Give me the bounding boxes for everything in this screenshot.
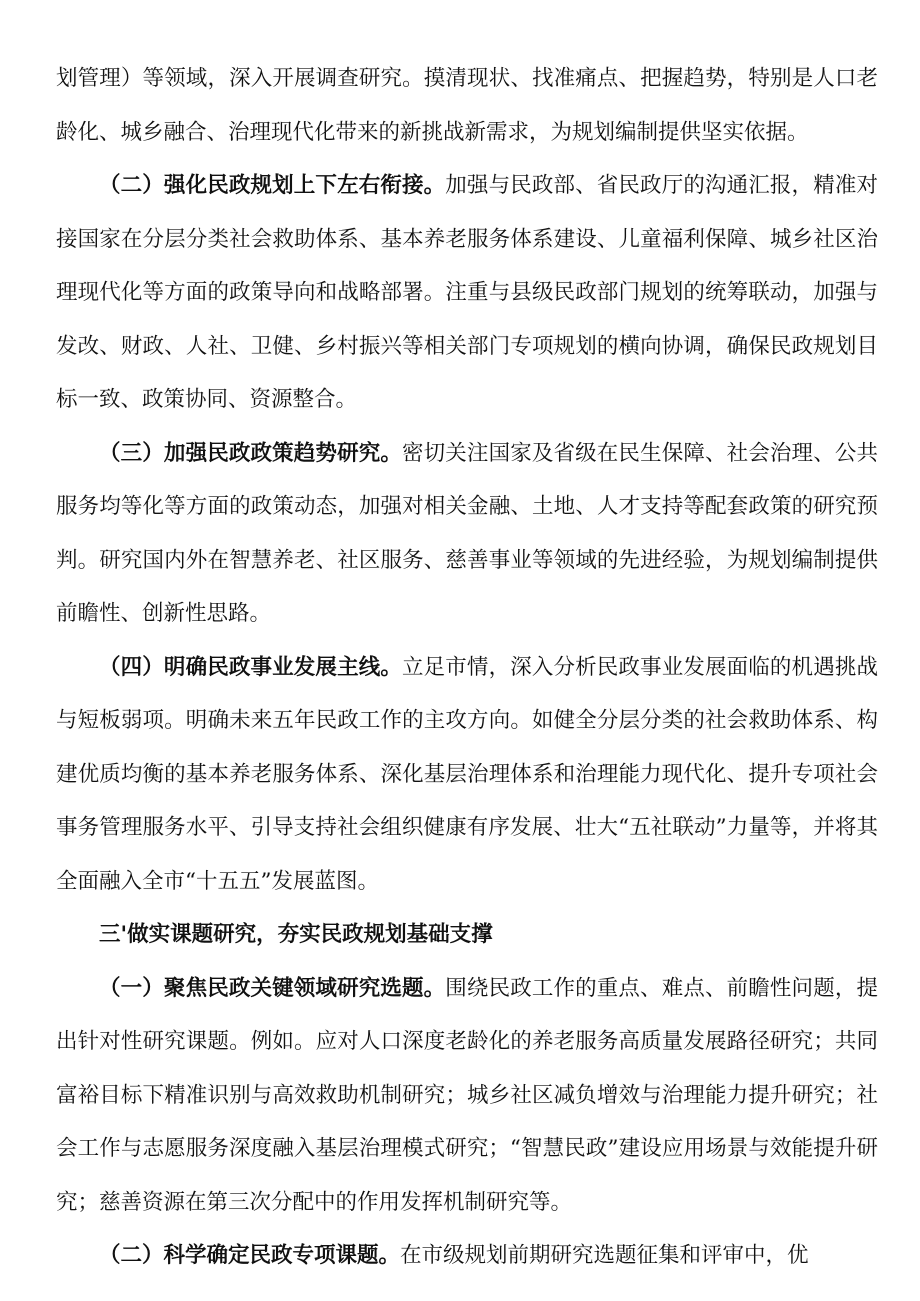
document-page <box>56 52 878 1283</box>
paragraph-section-2-3 <box>56 427 878 641</box>
paragraph-lead: （四）明确民政事业发展主线。 <box>99 654 402 680</box>
paragraph-body: 在市级规划前期研究选题征集和评审中，优 <box>400 1243 809 1268</box>
paragraph-lead: （三）加强民政政策趋势研究。 <box>99 440 402 466</box>
paragraph-section-2-2 <box>56 159 878 427</box>
paragraph-lead: （二）科学确定民政专项课题。 <box>99 1243 401 1268</box>
paragraph-body: 加强与民政部、省民政厅的沟通汇报，精准对接国家在分层分类社会救助体系、基本养老服务体系建设、儿童福利保障、城乡社区治理现代化等方面的政策导向和战略部署。注重与县级民政部门规划的统筹联动，加强与发改、财政、人社、卫健、乡村振兴等相关部门专项规划的横向协调，确保民政规划目标一致、政策协同、资源整合。 <box>56 173 878 412</box>
section-heading-3: 三'做实课题研究，夯实民政规划基础支撑 <box>99 922 493 947</box>
paragraph-body: 密切关注国家及省级在民生保障、社会治理、公共服务均等化等方面的政策动态，加强对相关金融、土地、人才支持等配套政策的研究预判。研究国内外在智慧养老、社区服务、慈善事业等领域的先进经验，为规划编制提供前瞻性、创新性思路。 <box>56 440 878 626</box>
paragraph-section-2-4 <box>56 641 878 909</box>
paragraph-body: 立足市情，深入分析民政事业发展面临的机遇挑战与短板弱项。明确未来五年民政工作的主攻方向。如健全分层分类的社会救助体系、构建优质均衡的基本养老服务体系、深化基层治理体系和治理能力现代化、提升专项社会事务管理服务水平、引导支持社会组织健康有序发展、壮大“五社联动”力量等，并将其全面融入全市“十五五”发展蓝图。 <box>56 654 878 894</box>
paragraph-lead: （一）聚焦民政关键领域研究选题。 <box>99 975 446 1001</box>
paragraph-body: 围绕民政工作的重点、难点、前瞻性问题，提出针对性研究课题。例如。应对人口深度老龄化的养老服务高质量发展路径研究；共同富裕目标下精准识别与高效救助机制研究；城乡社区减负增效与治理能力提升研究；社会工作与志愿服务深度融入基层治理模式研究；“智慧民政”建设应用场景与效能提升研究；慈善资源在第三次分配中的作用发挥机制研究等。 <box>56 975 878 1215</box>
paragraph-section-3-2 <box>56 1229 878 1283</box>
paragraph-section-3-1 <box>56 962 878 1230</box>
paragraph-continuation: 划管理）等领域，深入开展调查研究。摸清现状、找准痛点、把握趋势，特别是人口老龄化、城乡融合、治理现代化带来的新挑战新需求，为规划编制提供坚实依据。 <box>56 66 878 145</box>
paragraph-lead: （二）强化民政规划上下左右衔接。 <box>99 173 446 198</box>
